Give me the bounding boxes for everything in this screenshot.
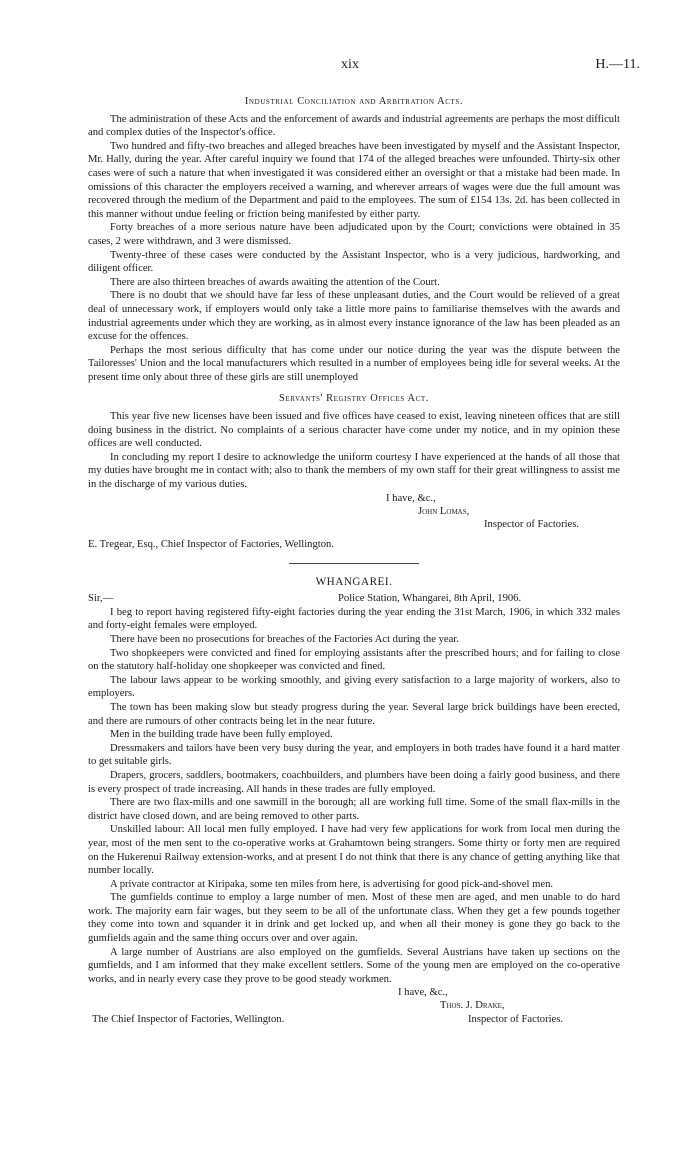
- addressee: The Chief Inspector of Factories, Wellington.: [92, 1014, 285, 1026]
- section-industrial-acts: [88, 113, 620, 385]
- addressee: E. Tregear, Esq., Chief Inspector of Factories, Wellington.: [88, 538, 334, 550]
- section-heading-servants-registry: Servants' Registry Offices Act.: [279, 393, 429, 405]
- paragraph: The administration of these Acts and the enforcement of awards and industrial agreements are perhaps the most difficult and complex duties of the Inspector's office.: [88, 113, 620, 139]
- closing: I have, &c.,: [386, 492, 436, 504]
- paragraph: There have been no prosecutions for breaches of the Factories Act during the year.: [110, 634, 459, 645]
- closing: I have, &c.,: [398, 987, 448, 999]
- document-reference: H.—11.: [595, 57, 640, 72]
- section-servants-registry: [88, 410, 620, 492]
- signature: John Lomas,: [418, 505, 470, 517]
- paragraph: There are also thirteen breaches of awards awaiting the attention of the Court.: [110, 276, 440, 288]
- section-whangarei: [88, 606, 620, 987]
- signature-title: Inspector of Factories.: [468, 1014, 564, 1026]
- paragraph: In concluding my report I desire to acknowledge the uniform courtesy I have experienced at the hands of all those that my duties have brought me in contact with; also to thank the members of my own staff for their great willingness to assist me in the discharge of my various duties.: [88, 451, 620, 491]
- place-heading-whangarei: WHANGAREI.: [315, 576, 393, 589]
- paragraph: Two shopkeepers were convicted and fined for employing assistants after the prescribed hours; and for failing to close on the statutory half-holiday one shopkeeper was convicted and fined.: [88, 647, 620, 673]
- paragraph: Forty breaches of a more serious nature have been adjudicated upon by the Court; convictions were obtained in 35 cases, 2 were withdrawn, and 3 were dismissed.: [88, 222, 620, 247]
- paragraph: Men in the building trade have been fully employed.: [110, 729, 333, 741]
- salutation: Sir,—: [88, 592, 114, 604]
- paragraph: Drapers, grocers, saddlers, bootmakers, coachbuilders, and plumbers have been doing a fairly good business, and there is every prospect of trade increasing. All hands in these trades are fully employed.: [88, 769, 620, 795]
- signoff-lomas: [88, 492, 620, 534]
- paragraph: A large number of Austrians are also employed on the gumfields. Several Austrians have taken up sections on the gumfields, and I am informed that they make excellent settlers. Some of the young men are employed on the co-operative works, and in nearly every case they prove to be good steady workmen.: [88, 946, 620, 985]
- paragraph: There is no doubt that we should have far less of these unpleasant duties, and the Court would be relieved of a great deal of unnecessary work, if employers would only take a little more pains to familiarise themselves with the awards and industrial agreements under which they are working, as in almost every instance ignorance of the law has been pleaded as an excuse for the offences.: [88, 290, 620, 343]
- paragraph: This year five new licenses have been issued and five offices have ceased to exist, leaving nineteen offices that are still doing business in the district. No complaints of a serious character have come under my notice, and in my opinion these offices are well conducted.: [88, 411, 620, 450]
- section-divider: [289, 563, 419, 564]
- paragraph: I beg to report having registered fifty-eight factories during the year ending the 31st March, 1906, in which 332 males and forty-eight females were employed.: [88, 606, 620, 632]
- page-header: [60, 58, 640, 78]
- paragraph: The gumfields continue to employ a large number of men. Most of these men are aged, and men unable to do hard work. The majority earn fair wages, but they seem to be all of the unfortunate class. When they get a few pounds together they come into town and squander it in drink and get locked up, and when all their money is gone they go back to the gumfields again and the same thing occurs over and over again.: [88, 892, 620, 945]
- paragraph: Perhaps the most serious difficulty that has come under our notice during the year was the dispute between the Tailoresses' Union and the local manufacturers which resulted in a number of employees being idle for several weeks. At the present time only about three of these girls are still unemployed: [88, 344, 620, 383]
- paragraph: Two hundred and fifty-two breaches and alleged breaches have been investigated by myself and the Assistant Inspector, Mr. Hally, during the year. After careful inquiry we found that 174 of the alleged breaches were unfounded. Thirty-six other cases were of such a nature that when investigated it was considered either an oversight or that a mistake had been made. In omissions of this character the employers received a warning, and wherever arrears of wages were due the full amount was recovered through the medium of the Department and paid to the employees. The sum of £154 13s. 2d. has been collected in this manner without undue feeling or friction being manifested by either party.: [88, 140, 620, 220]
- paragraph: The labour laws appear to be working smoothly, and giving every satisfaction to a large majority of workers, also to employers.: [88, 674, 620, 700]
- signature-title: Inspector of Factories.: [484, 518, 580, 530]
- paragraph: There are two flax-mills and one sawmill in the borough; all are working full time. Some of the small flax-mills in the district have closed down, and are being removed to other parts.: [88, 797, 620, 822]
- signoff-drake: [88, 986, 620, 1026]
- signature: Thos. J. Drake,: [440, 1000, 505, 1012]
- page-number: xix: [341, 57, 359, 72]
- section-heading-industrial-acts: Industrial Conciliation and Arbitration Acts.: [244, 96, 464, 107]
- date-line: Police Station, Whangarei, 8th April, 1906.: [338, 592, 522, 604]
- salutation-row: [88, 592, 620, 606]
- page-body: [88, 95, 620, 1026]
- paragraph: Dressmakers and tailors have been very busy during the year, and employers in both trades have found it a hard matter to get suitable girls.: [88, 742, 620, 768]
- paragraph: The town has been making slow but steady progress during the year. Several large brick buildings have been erected, and there are rumours of other contracts being let in the near future.: [88, 701, 620, 727]
- paragraph: Twenty-three of these cases were conducted by the Assistant Inspector, who is a very judicious, hardworking, and diligent officer.: [88, 249, 620, 275]
- paragraph: A private contractor at Kiripaka, some ten miles from here, is advertising for good pick-and-shovel men.: [110, 878, 554, 890]
- paragraph: Unskilled labour: All local men fully employed. I have had very few applications for work from local men during the year, most of the men sent to the co-operative works at Grahamtown being strangers. Some thirty or forty men are required on the Hukerenui Railway extension-works, and at present I do not think that there is any chance of getting anything like that number locally.: [88, 824, 620, 877]
